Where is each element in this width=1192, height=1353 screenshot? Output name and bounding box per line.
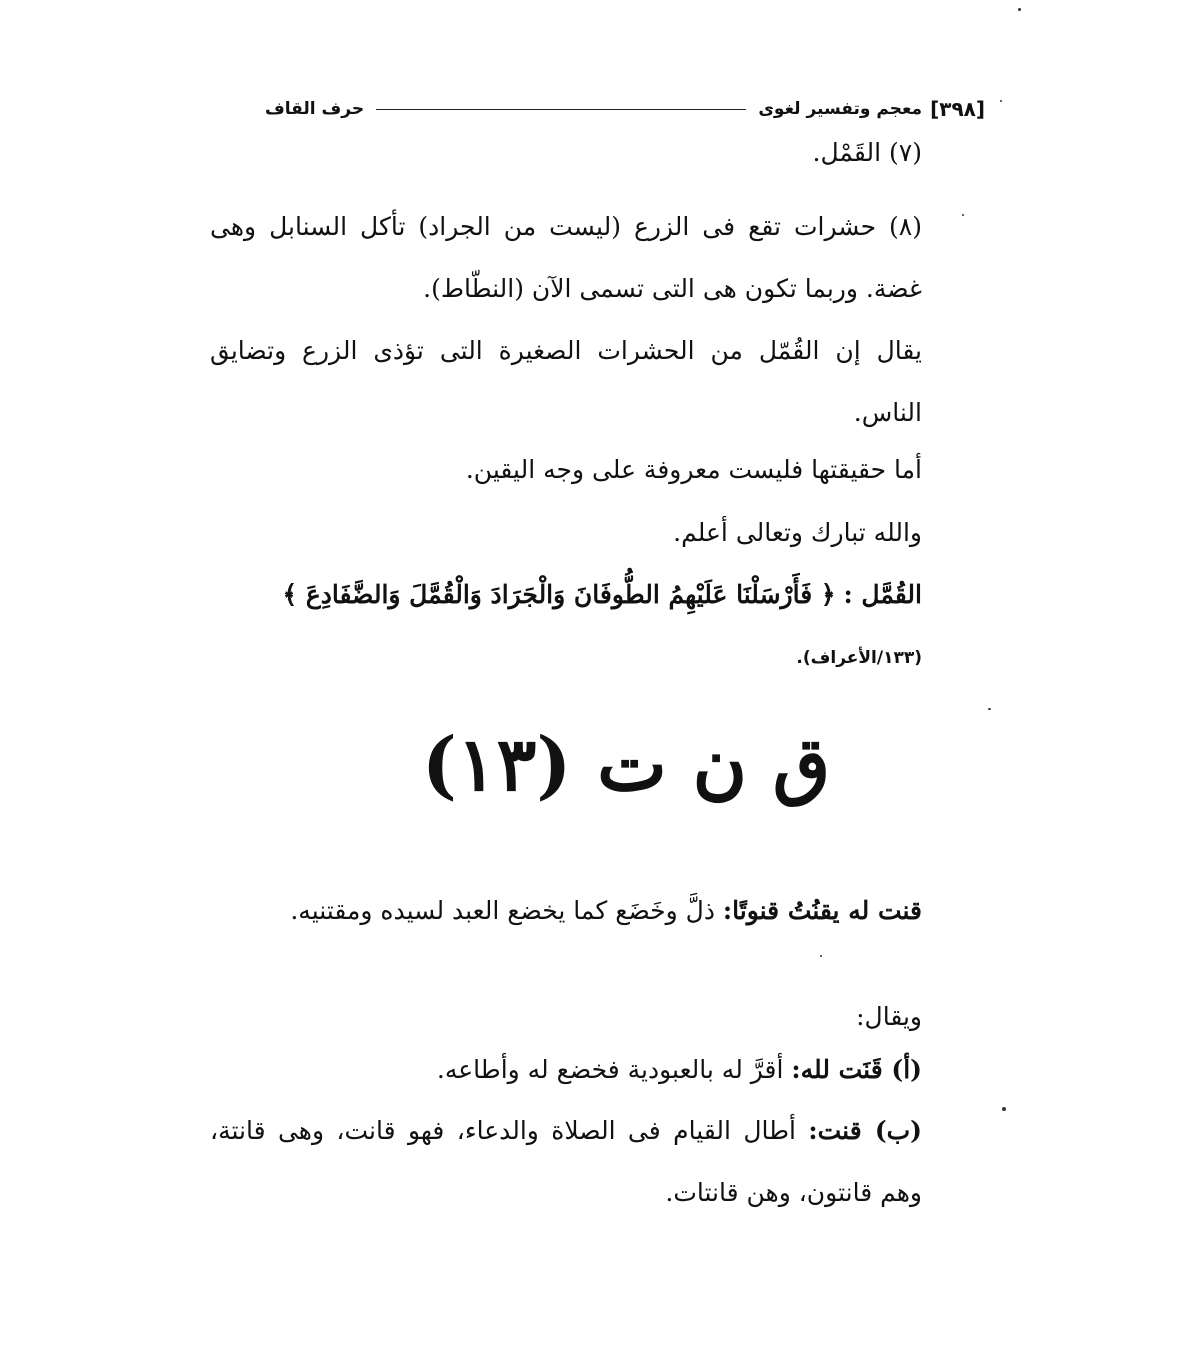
entry-item-8: [210, 196, 922, 320]
qanata-lead: قنت له يقنُتُ قنوتًا:: [722, 896, 922, 925]
scan-speck: [1000, 100, 1002, 102]
header-rule: [376, 109, 746, 110]
page-number: [٣٩٨]: [930, 97, 985, 121]
running-header: [265, 92, 985, 126]
sense-b-text: أطال القيام فى الصلاة والدعاء، فهو قانت، وهى قانتة، وهم قانتون، وهن قانتات.: [210, 1116, 922, 1207]
qummal-label: القُمَّل :: [843, 580, 922, 609]
sense-a-prefix: (أ) قَنَت لله:: [791, 1055, 922, 1084]
scan-speck: [820, 955, 822, 957]
sense-b-prefix: (ب) قنت:: [808, 1116, 923, 1145]
scan-speck: [988, 708, 991, 710]
paragraph-qanata: [210, 880, 922, 942]
paragraph-amma: أما حقيقتها فليست معروفة على وجه اليقين.: [465, 455, 922, 484]
entry-item-7: (٧) القَمْل.: [812, 138, 922, 167]
scan-speck: [962, 214, 964, 216]
qummal-verse-line: [283, 580, 923, 609]
sense-a-text: أقرَّ له بالعبودية فخضع له وأطاعه.: [436, 1055, 792, 1084]
book-title: معجم وتفسير لغوى: [758, 99, 923, 119]
qanata-definition: ذلَّ وخَضَع كما يخضع العبد لسيده ومقتنيه.: [290, 896, 723, 925]
entry-item-8-number: (٨): [876, 212, 922, 241]
scan-speck: [1002, 1107, 1006, 1111]
chapter-title: حرف القاف: [265, 99, 365, 119]
yuqal-label: ويقال:: [856, 1002, 922, 1031]
quran-verse: ﴿ فَأَرْسَلْنَا عَلَيْهِمُ الطُّوفَانَ وَالْجَرَادَ وَالْقُمَّلَ وَالضَّفَادِعَ ﴾: [282, 580, 836, 609]
scan-speck: [1018, 8, 1021, 11]
paragraph-yuqal: يقال إن القُمّل من الحشرات الصغيرة التى تؤذى الزرع وتضايق الناس.: [210, 336, 922, 427]
sense-b: [210, 1100, 922, 1224]
verse-citation: (١٣٣/الأعراف).: [796, 648, 922, 668]
sense-a: [437, 1055, 922, 1084]
paragraph-allah-alam: والله تبارك وتعالى أعلم.: [673, 518, 922, 547]
root-heading: ق ن ت (١٣): [421, 722, 831, 808]
entry-item-8-text: حشرات تقع فى الزرع (ليست من الجراد) تأكل السنابل وهى غضة. وربما تكون هى التى تسمى الآن (النطّاط).: [210, 212, 922, 303]
